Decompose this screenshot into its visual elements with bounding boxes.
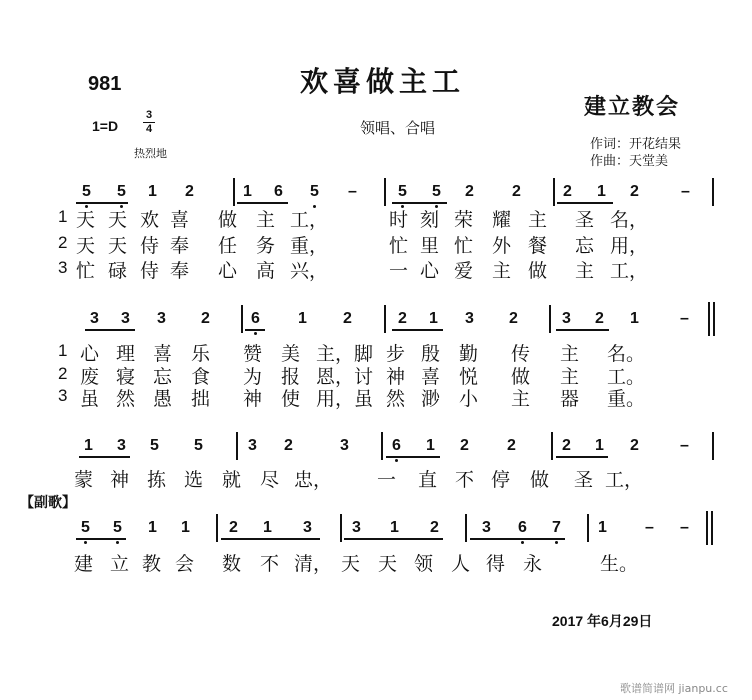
lyric-syllable: 碌 (108, 260, 128, 282)
note: 5 (432, 183, 441, 200)
lyric-syllable: 理 (116, 343, 136, 365)
time-signature (143, 110, 155, 135)
note: 2 (460, 437, 469, 454)
lyric-syllable: 清， (294, 553, 333, 575)
note: 5 (150, 437, 159, 454)
note: 1 (598, 519, 607, 536)
beam-underline (237, 202, 288, 204)
lyric-syllable: 乐 (191, 343, 211, 365)
lower-octave-dot (395, 459, 398, 462)
note: 3 (352, 519, 361, 536)
note: 3 (248, 437, 257, 454)
note: 2 (229, 519, 238, 536)
note: 6 (518, 519, 527, 536)
barline (713, 302, 715, 336)
lyric-syllable: 不 (455, 469, 475, 491)
lyric-syllable: 神 (243, 388, 263, 410)
date: 2017 年6月29日 (552, 613, 653, 629)
beam-underline (245, 329, 265, 331)
lyric-syllable: 喜 (421, 366, 441, 388)
note: 5 (117, 183, 126, 200)
lyric-syllable: 然 (386, 388, 406, 410)
note: – (348, 183, 357, 200)
lyric-syllable: 喜 (153, 343, 173, 365)
note: 2 (512, 183, 521, 200)
note: 1 (390, 519, 399, 536)
lyric-syllable: 讨 (354, 366, 374, 388)
note: 2 (398, 310, 407, 327)
lower-octave-dot (254, 332, 257, 335)
key-signature: 1=D (92, 118, 119, 134)
lyric-syllable: 侍 (140, 260, 160, 282)
note: 1 (263, 519, 272, 536)
lyric-syllable: 一 (377, 469, 397, 491)
beam-underline (556, 329, 609, 331)
beam-underline (470, 538, 565, 540)
lyric-syllable: 不 (260, 553, 280, 575)
time-signature-bottom: 4 (145, 123, 153, 135)
lyric-syllable: 悦 (459, 366, 479, 388)
barline (233, 178, 235, 206)
lyric-syllable: 务 (256, 235, 276, 257)
lyric-syllable: 圣 (574, 469, 594, 491)
lyric-syllable: 小 (459, 388, 479, 410)
barline (549, 305, 551, 333)
lyric-syllable: 兴， (290, 260, 329, 282)
lyric-syllable: 用， (610, 235, 649, 257)
lyric-syllable: 会 (175, 553, 195, 575)
lyric-syllable: 勤 (459, 343, 479, 365)
lyric-syllable: 任 (218, 235, 238, 257)
note: 3 (482, 519, 491, 536)
lyric-syllable: 刻 (420, 209, 440, 231)
tempo-mark: 热烈地 (134, 147, 167, 160)
lyric-syllable: 天 (76, 209, 96, 231)
lyric-syllable: 欢 (140, 209, 160, 231)
lyric-syllable: 奉 (170, 235, 190, 257)
lyric-syllable: 天 (108, 209, 128, 231)
lyric-syllable: 名。 (607, 343, 646, 365)
lyric-syllable: 天 (378, 553, 398, 575)
lyric-syllable: 报 (281, 366, 301, 388)
lyric-syllable: 高 (256, 260, 276, 282)
lower-octave-dot (84, 541, 87, 544)
note: 2 (507, 437, 516, 454)
beam-underline (386, 456, 440, 458)
lyric-syllable: 忙 (389, 235, 409, 257)
lyric-syllable: 拙 (191, 388, 211, 410)
lyricist-credit: 作词：开花结果 (590, 137, 682, 152)
lyric-syllable: 天 (341, 553, 361, 575)
note: 1 (597, 183, 606, 200)
note: – (680, 519, 689, 536)
lyric-syllable: 主 (560, 343, 580, 365)
beam-underline (79, 456, 130, 458)
note: 2 (465, 183, 474, 200)
note: 1 (181, 519, 190, 536)
note: 1 (298, 310, 307, 327)
hymn-number: 981 (88, 73, 122, 95)
lyric-syllable: 传 (511, 343, 531, 365)
lyric-syllable: 器 (560, 388, 580, 410)
verse-number: 1 (58, 207, 68, 226)
lyric-syllable: 工。 (607, 366, 646, 388)
lyric-syllable: 停 (491, 469, 511, 491)
lyric-syllable: 直 (418, 469, 438, 491)
note: 3 (303, 519, 312, 536)
note: 1 (84, 437, 93, 454)
lyric-syllable: 领 (414, 553, 434, 575)
lyric-syllable: 做 (530, 469, 550, 491)
barline (708, 302, 710, 336)
lyric-syllable: 心 (80, 343, 100, 365)
lyric-syllable: 重。 (607, 388, 646, 410)
note: 1 (630, 310, 639, 327)
beam-underline (392, 202, 447, 204)
lyric-syllable: 蒙 (74, 469, 94, 491)
lyric-syllable: 永 (523, 553, 543, 575)
lyric-syllable: 建 (74, 553, 94, 575)
lyric-syllable: 餐 (528, 235, 548, 257)
lyric-syllable: 教 (142, 553, 162, 575)
beam-underline (392, 329, 443, 331)
beam-underline (557, 202, 613, 204)
note: 5 (194, 437, 203, 454)
note: 5 (81, 519, 90, 536)
barline (711, 511, 713, 545)
lyric-syllable: 主 (511, 388, 531, 410)
beam-underline (76, 202, 128, 204)
beam-underline (344, 538, 443, 540)
lyric-syllable: 工， (610, 260, 649, 282)
lyric-syllable: 渺 (421, 388, 441, 410)
lyric-syllable: 愚 (153, 388, 173, 410)
performance-note: 领唱、合唱 (360, 119, 436, 137)
lyric-syllable: 神 (386, 366, 406, 388)
lyric-syllable: 立 (110, 553, 130, 575)
lyric-syllable: 尽 (260, 469, 280, 491)
note: 2 (509, 310, 518, 327)
lyric-syllable: 主 (492, 260, 512, 282)
lyric-syllable: 心 (420, 260, 440, 282)
lyric-syllable: 废 (80, 366, 100, 388)
note: 2 (595, 310, 604, 327)
lyric-syllable: 神 (110, 469, 130, 491)
barline (340, 514, 342, 542)
lyric-syllable: 得 (486, 553, 506, 575)
lyric-syllable: 工， (290, 209, 329, 231)
note: 1 (148, 519, 157, 536)
lower-octave-dot (116, 541, 119, 544)
barline (384, 178, 386, 206)
note: 2 (563, 183, 572, 200)
song-title: 欢喜做主工 (300, 65, 466, 98)
lyric-syllable: 天 (108, 235, 128, 257)
verse-number: 3 (58, 258, 68, 277)
lyric-syllable: 耀 (492, 209, 512, 231)
barline (706, 511, 708, 545)
note: 5 (310, 183, 319, 200)
time-signature-top: 3 (145, 109, 153, 121)
note: 2 (201, 310, 210, 327)
lyric-syllable: 主 (256, 209, 276, 231)
note: 3 (90, 310, 99, 327)
note: – (645, 519, 654, 536)
lyric-syllable: 主 (560, 366, 580, 388)
lyric-syllable: 赞 (243, 343, 263, 365)
barline (553, 178, 555, 206)
composer-credit: 作曲：天堂美 (590, 154, 669, 169)
lyric-syllable: 外 (492, 235, 512, 257)
lyric-syllable: 做 (218, 209, 238, 231)
lyric-syllable: 主， (316, 343, 355, 365)
barline (712, 178, 714, 206)
note: 6 (251, 310, 260, 327)
lyric-syllable: 奉 (170, 260, 190, 282)
note: – (680, 437, 689, 454)
lower-octave-dot (521, 541, 524, 544)
barline (216, 514, 218, 542)
lyric-syllable: 喜 (170, 209, 190, 231)
note: 5 (113, 519, 122, 536)
barline (465, 514, 467, 542)
note: 5 (398, 183, 407, 200)
lyric-syllable: 里 (420, 235, 440, 257)
note: 6 (274, 183, 283, 200)
barline (712, 432, 714, 460)
lyric-syllable: 天 (76, 235, 96, 257)
refrain-label: 【副歌】 (20, 495, 76, 511)
note: 6 (392, 437, 401, 454)
lyric-syllable: 忠， (294, 469, 333, 491)
lyric-syllable: 虽 (354, 388, 374, 410)
lyric-syllable: 美 (281, 343, 301, 365)
barline (384, 305, 386, 333)
barline (551, 432, 553, 460)
note: 1 (429, 310, 438, 327)
note: 3 (121, 310, 130, 327)
beam-underline (556, 456, 608, 458)
note: – (681, 183, 690, 200)
lyric-syllable: 主 (528, 209, 548, 231)
lyric-syllable: 荣 (454, 209, 474, 231)
note: 3 (117, 437, 126, 454)
lyric-syllable: 忙 (76, 260, 96, 282)
lyric-syllable: 忘 (153, 366, 173, 388)
lyric-syllable: 数 (222, 553, 242, 575)
lyric-syllable: 一 (389, 260, 409, 282)
note: 2 (430, 519, 439, 536)
verse-number: 2 (58, 364, 68, 383)
beam-underline (76, 538, 126, 540)
barline (587, 514, 589, 542)
note: 3 (340, 437, 349, 454)
lyric-syllable: 就 (222, 469, 242, 491)
barline (236, 432, 238, 460)
lyric-syllable: 忙 (454, 235, 474, 257)
lyric-syllable: 爱 (454, 260, 474, 282)
note: 5 (82, 183, 91, 200)
note: 1 (243, 183, 252, 200)
lyric-syllable: 殷 (421, 343, 441, 365)
note: 2 (284, 437, 293, 454)
lyric-syllable: 时 (389, 209, 409, 231)
barline (241, 305, 243, 333)
lyric-syllable: 做 (528, 260, 548, 282)
lyric-syllable: 虽 (80, 388, 100, 410)
lyric-syllable: 用， (316, 388, 355, 410)
note: 2 (562, 437, 571, 454)
beam-underline (221, 538, 320, 540)
verse-number: 1 (58, 341, 68, 360)
lyric-syllable: 重， (290, 235, 329, 257)
lyric-syllable: 使 (281, 388, 301, 410)
note: 1 (148, 183, 157, 200)
lyric-syllable: 食 (191, 366, 211, 388)
lyric-syllable: 心 (218, 260, 238, 282)
church-name: 建立教会 (584, 95, 681, 120)
barline (381, 432, 383, 460)
lower-octave-dot (555, 541, 558, 544)
note: 3 (562, 310, 571, 327)
lyric-syllable: 选 (184, 469, 204, 491)
note: 2 (185, 183, 194, 200)
lyric-syllable: 生。 (600, 553, 639, 575)
note: 7 (552, 519, 561, 536)
watermark: 歌谱简谱网 jianpu.cc (620, 682, 728, 695)
lyric-syllable: 圣 (575, 209, 595, 231)
note: – (680, 310, 689, 327)
lyric-syllable: 名， (610, 209, 649, 231)
lyric-syllable: 工， (605, 469, 644, 491)
lyric-syllable: 恩， (316, 366, 355, 388)
note: 1 (426, 437, 435, 454)
lyric-syllable: 人 (451, 553, 471, 575)
beam-underline (85, 329, 135, 331)
lyric-syllable: 拣 (147, 469, 167, 491)
lyric-syllable: 主 (575, 260, 595, 282)
note: 2 (343, 310, 352, 327)
note: 2 (630, 183, 639, 200)
note: 3 (157, 310, 166, 327)
lyric-syllable: 侍 (140, 235, 160, 257)
lyric-syllable: 做 (511, 366, 531, 388)
lyric-syllable: 然 (116, 388, 136, 410)
verse-number: 3 (58, 386, 68, 405)
lyric-syllable: 脚 (354, 343, 374, 365)
lyric-syllable: 为 (243, 366, 263, 388)
lyric-syllable: 寝 (116, 366, 136, 388)
note: 3 (465, 310, 474, 327)
verse-number: 2 (58, 233, 68, 252)
note: 2 (630, 437, 639, 454)
lyric-syllable: 步 (386, 343, 406, 365)
lyric-syllable: 忘 (575, 235, 595, 257)
note: 1 (595, 437, 604, 454)
